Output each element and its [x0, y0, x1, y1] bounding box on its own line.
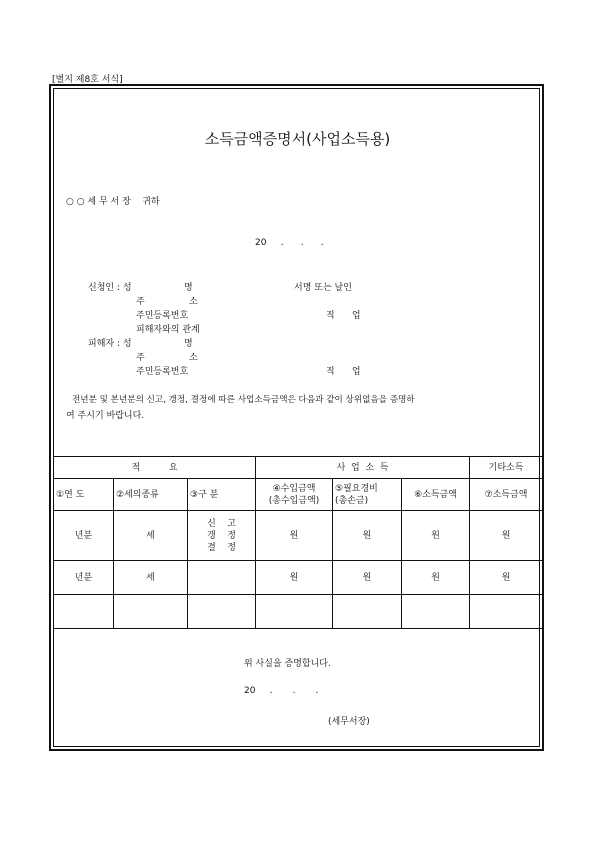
table-row: [54, 511, 543, 561]
row1-division-report: 신 고: [207, 518, 236, 529]
header-expense-line-1: ⑤필요경비: [335, 483, 378, 494]
header-business-income: 사 업 소 득: [256, 457, 470, 479]
row1-expense: 원: [333, 511, 402, 561]
row1-division-correction: 갱 정: [207, 530, 236, 541]
table-column-header-row: [54, 479, 543, 511]
table-row-empty: [54, 595, 543, 629]
document-title: 소득금액증명서(사업소득용): [204, 130, 391, 148]
applicant-name-suffix: 명: [184, 283, 193, 293]
table-group-header-row: [54, 457, 543, 479]
request-text-line-1: 전년분 및 본년분의 신고, 갱정, 결정에 따른 사업소득금액은 다음과 같이 상위없음을 증명하: [72, 395, 415, 405]
row3-cell: [114, 595, 188, 629]
form-number-label: [별지 제8호 서식]: [52, 75, 123, 85]
row1-revenue: 원: [256, 511, 333, 561]
header-division: ③구 분: [188, 479, 256, 511]
applicant-name-label: 신청인 : 성: [88, 283, 132, 293]
header-tax-type: ②세의종류: [114, 479, 188, 511]
row1-division-decision: 결 정: [207, 542, 236, 553]
certify-text: 위 사실을 증명합니다.: [244, 659, 331, 669]
applicant-address-label-b: 소: [189, 297, 198, 307]
row2-revenue: 원: [256, 561, 333, 595]
header-other-amount: ⑦소득금액: [470, 479, 543, 511]
addressee: ○ ○ 세 무 서 장 귀하: [66, 197, 160, 207]
row1-other: 원: [470, 511, 543, 561]
table-row: [54, 561, 543, 595]
victim-name-label: 피해자 : 성: [88, 339, 132, 349]
victim-name-suffix: 명: [184, 339, 193, 349]
row3-cell: [188, 595, 256, 629]
row3-cell: [470, 595, 543, 629]
header-expense: [333, 479, 402, 511]
header-revenue-line-2: (총수입금액): [268, 495, 320, 506]
row2-year: 년분: [54, 561, 114, 595]
header-income-amount: ⑥소득금액: [402, 479, 470, 511]
victim-rrn-label: 주민등록번호: [136, 367, 189, 377]
request-text-line-2: 여 주시기 바랍니다.: [66, 411, 145, 421]
header-revenue-line-1: ④수입금액: [272, 483, 316, 494]
applicant-signature-label: 서명 또는 날인: [294, 283, 352, 293]
applicant-rrn-label: 주민등록번호: [136, 311, 189, 321]
row1-income: 원: [402, 511, 470, 561]
bottom-date-line: 20 . . .: [244, 686, 319, 696]
issuer-label: (세무서장): [328, 717, 370, 727]
row2-division: [188, 561, 256, 595]
header-summary: 적 요: [54, 457, 256, 479]
header-revenue: [256, 479, 333, 511]
victim-address-label-a: 주: [136, 353, 145, 363]
applicant-address-label-a: 주: [136, 297, 145, 307]
header-year: ①연 도: [54, 479, 114, 511]
row1-division: [188, 511, 256, 561]
header-other-income: 기타소득: [470, 457, 543, 479]
victim-position-label: 직 업: [326, 367, 361, 377]
row3-cell: [54, 595, 114, 629]
applicant-position-label: 직 업: [326, 311, 361, 321]
date-line: 20 . . .: [255, 238, 324, 248]
header-expense-line-2: (총손금): [335, 495, 369, 506]
applicant-relation-label: 피해자와의 관계: [136, 325, 200, 335]
row3-cell: [333, 595, 402, 629]
row2-expense: 원: [333, 561, 402, 595]
row3-cell: [402, 595, 470, 629]
row2-other: 원: [470, 561, 543, 595]
row2-income: 원: [402, 561, 470, 595]
row3-cell: [256, 595, 333, 629]
row1-tax: 세: [114, 511, 188, 561]
row2-tax: 세: [114, 561, 188, 595]
row1-year: 년분: [54, 511, 114, 561]
victim-address-label-b: 소: [189, 353, 198, 363]
income-table: [53, 456, 543, 629]
